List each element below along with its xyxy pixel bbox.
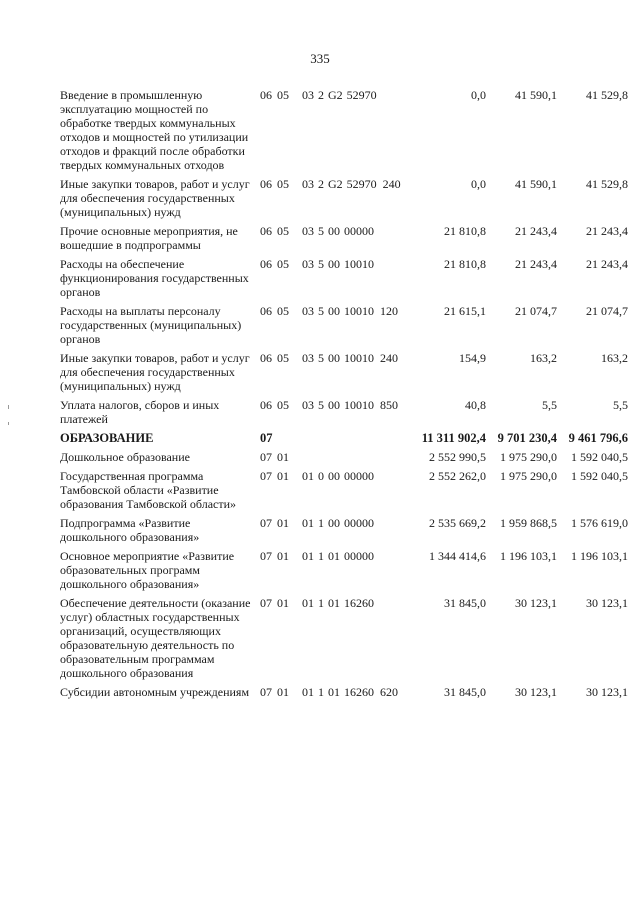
table-row [60, 431, 628, 450]
row-value-2024: 1 344 414,6 [429, 549, 486, 563]
row-section-code: 07 01 [260, 450, 289, 464]
row-section-code: 06 05 [260, 177, 289, 191]
table-row [60, 398, 628, 431]
row-value-2024: 21 810,8 [444, 257, 486, 271]
row-target-code [302, 177, 416, 224]
row-value-2026: 21 243,4 [586, 257, 628, 271]
row-csr: 03 5 00 00000 [302, 224, 374, 238]
row-section-code: 06 05 [260, 224, 289, 238]
table-row [60, 224, 628, 257]
row-target-code [302, 516, 416, 549]
row-name: ОБРАЗОВАНИЕ [60, 431, 154, 445]
row-section-code: 07 01 [260, 516, 289, 530]
page-number: 335 [310, 51, 330, 66]
margin-mark [8, 422, 9, 425]
table-row [60, 450, 628, 469]
row-name: Уплата налогов, сборов и иных платежей [60, 398, 220, 426]
row-expense-type: 120 [380, 304, 398, 318]
row-name: Подпрограмма «Развитие дошкольного образования» [60, 516, 200, 544]
row-value-2026: 163,2 [601, 351, 628, 365]
row-value-2026: 5,5 [613, 398, 628, 412]
row-section-code: 07 01 [260, 549, 289, 563]
budget-table [60, 88, 628, 704]
row-value-2025: 41 590,1 [515, 177, 557, 191]
row-section-code: 06 05 [260, 351, 289, 365]
row-value-2026: 21 074,7 [586, 304, 628, 318]
row-csr: 01 1 01 16260 [302, 685, 374, 699]
row-target-code [302, 398, 416, 431]
row-target-code [302, 685, 416, 704]
row-csr: 03 5 00 10010 [302, 351, 374, 365]
row-value-2025: 1 975 290,0 [500, 450, 557, 464]
row-name: Государственная программа Тамбовской области «Развитие образования Тамбовской области» [60, 469, 237, 511]
row-value-2025: 163,2 [530, 351, 557, 365]
row-name: Введение в промышленную эксплуатацию мощностей по обработке твердых коммунальных отходов и мощностей по утилизации отходов и фракций после обработки твердых коммунальных отходов [60, 88, 249, 172]
row-name: Иные закупки товаров, работ и услуг для обеспечения государственных (муниципальных) нужд [60, 177, 250, 219]
table-row [60, 351, 628, 398]
row-target-code [302, 431, 416, 450]
row-name: Дошкольное образование [60, 450, 190, 464]
row-value-2024: 2 552 990,5 [429, 450, 486, 464]
row-value-2024: 0,0 [471, 177, 486, 191]
table-row [60, 88, 628, 177]
row-value-2024: 40,8 [465, 398, 486, 412]
row-value-2024: 154,9 [459, 351, 486, 365]
row-name: Обеспечение деятельности (оказание услуг) областных государственных организаций, осуществляющих образовательную деятельность по образовательным программам дошкольного образования [60, 596, 251, 680]
table-row [60, 685, 628, 704]
row-name: Прочие основные мероприятия, не вошедшие в подпрограммы [60, 224, 238, 252]
row-expense-type: 240 [380, 351, 398, 365]
table-row [60, 469, 628, 516]
row-name: Расходы на обеспечение функционирования государственных органов [60, 257, 249, 299]
row-csr: 03 2 G2 52970 [302, 88, 377, 102]
row-name: Субсидии автономным учреждениям [60, 685, 250, 699]
row-expense-type: 620 [380, 685, 398, 699]
row-csr: 03 5 00 10010 [302, 257, 374, 271]
row-value-2025: 1 196 103,1 [500, 549, 557, 563]
row-value-2026: 41 529,8 [586, 88, 628, 102]
row-expense-type: 850 [380, 398, 398, 412]
row-value-2026: 1 592 040,5 [571, 450, 628, 464]
row-target-code [302, 224, 416, 257]
row-target-code [302, 450, 416, 469]
row-target-code [302, 257, 416, 304]
row-value-2026: 9 461 796,6 [568, 431, 628, 445]
row-value-2026: 30 123,1 [586, 685, 628, 699]
row-value-2026: 30 123,1 [586, 596, 628, 610]
budget-table-body [60, 88, 628, 704]
row-value-2026: 21 243,4 [586, 224, 628, 238]
row-value-2025: 9 701 230,4 [497, 431, 557, 445]
row-section-code: 07 01 [260, 469, 289, 483]
row-section-code: 07 [260, 431, 273, 445]
row-csr: 03 5 00 10010 [302, 398, 374, 412]
row-target-code [302, 351, 416, 398]
row-value-2024: 0,0 [471, 88, 486, 102]
table-row [60, 516, 628, 549]
row-name: Расходы на выплаты персоналу государственных (муниципальных) органов [60, 304, 242, 346]
row-value-2026: 1 592 040,5 [571, 469, 628, 483]
table-row [60, 257, 628, 304]
row-value-2024: 21 810,8 [444, 224, 486, 238]
margin-mark [8, 405, 9, 409]
row-value-2024: 11 311 902,4 [421, 431, 486, 445]
row-expense-type: 240 [382, 177, 401, 191]
row-value-2025: 21 074,7 [515, 304, 557, 318]
row-section-code: 06 05 [260, 304, 289, 318]
row-csr: 01 1 00 00000 [302, 516, 374, 530]
row-csr: 01 1 01 16260 [302, 596, 374, 610]
row-value-2025: 30 123,1 [515, 596, 557, 610]
row-value-2024: 2 552 262,0 [429, 469, 486, 483]
row-value-2025: 21 243,4 [515, 257, 557, 271]
row-value-2026: 41 529,8 [586, 177, 628, 191]
row-value-2024: 2 535 669,2 [429, 516, 486, 530]
row-value-2024: 31 845,0 [444, 596, 486, 610]
row-section-code: 06 05 [260, 88, 289, 102]
row-target-code [302, 596, 416, 685]
row-value-2024: 21 615,1 [444, 304, 486, 318]
row-target-code [302, 304, 416, 351]
row-section-code: 07 01 [260, 685, 289, 699]
row-value-2025: 1 959 868,5 [500, 516, 557, 530]
row-value-2026: 1 196 103,1 [571, 549, 628, 563]
row-name: Иные закупки товаров, работ и услуг для обеспечения государственных (муниципальных) нужд [60, 351, 250, 393]
row-value-2025: 1 975 290,0 [500, 469, 557, 483]
row-section-code: 07 01 [260, 596, 289, 610]
row-value-2026: 1 576 619,0 [571, 516, 628, 530]
row-target-code [302, 469, 416, 516]
table-row [60, 549, 628, 596]
row-value-2025: 30 123,1 [515, 685, 557, 699]
row-csr: 03 2 G2 52970 [302, 177, 377, 191]
row-csr: 01 0 00 00000 [302, 469, 374, 483]
row-value-2025: 5,5 [542, 398, 557, 412]
row-value-2025: 21 243,4 [515, 224, 557, 238]
row-name: Основное мероприятие «Развитие образовательных программ дошкольного образования» [60, 549, 235, 591]
row-csr: 01 1 01 00000 [302, 549, 374, 563]
row-section-code: 06 05 [260, 398, 289, 412]
row-csr: 03 5 00 10010 [302, 304, 374, 318]
table-row [60, 596, 628, 685]
row-target-code [302, 88, 416, 177]
row-value-2024: 31 845,0 [444, 685, 486, 699]
table-row [60, 177, 628, 224]
row-target-code [302, 549, 416, 596]
row-value-2025: 41 590,1 [515, 88, 557, 102]
row-section-code: 06 05 [260, 257, 289, 271]
table-row [60, 304, 628, 351]
